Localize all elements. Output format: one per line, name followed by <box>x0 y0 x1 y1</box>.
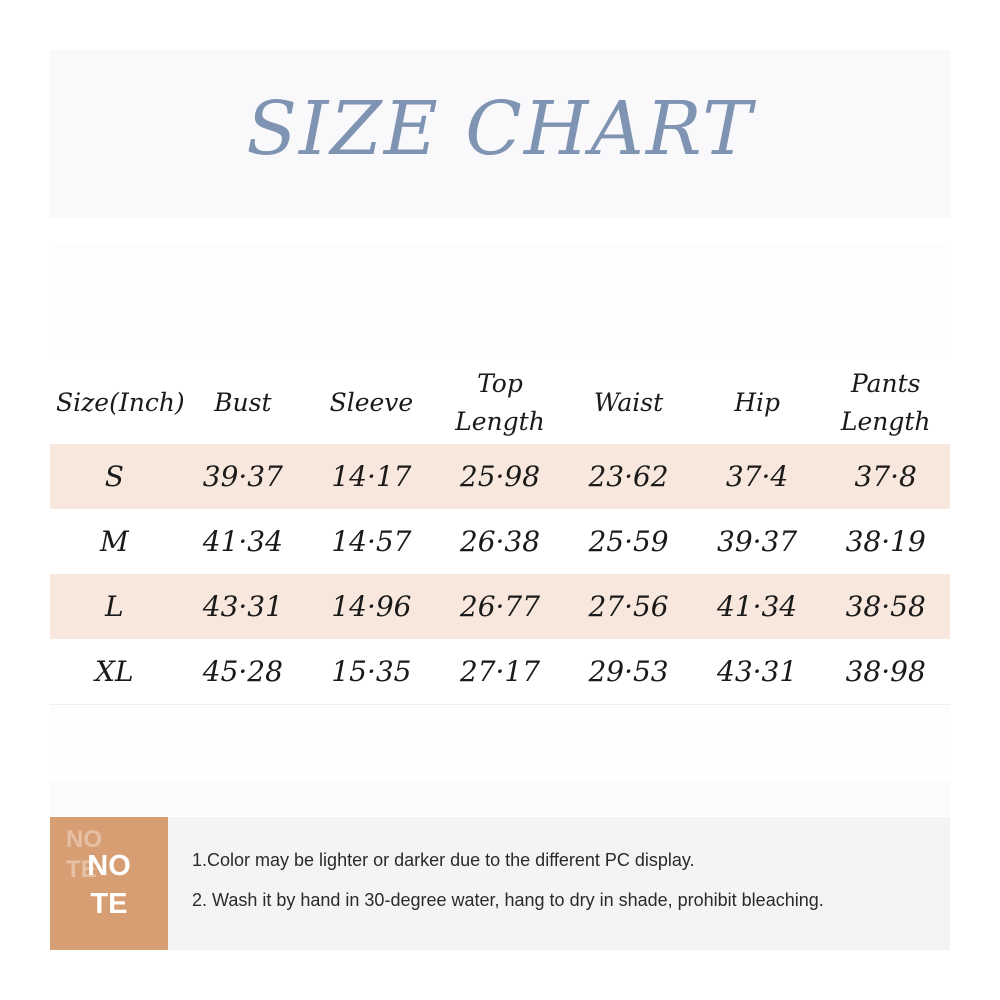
cell-top-length: 27·17 <box>436 639 565 705</box>
table-row <box>50 444 950 509</box>
cell-pants-length: 37·8 <box>821 444 950 509</box>
cell-sleeve: 15·35 <box>307 639 436 705</box>
page-title: SIZE CHART <box>246 86 754 172</box>
cell-waist: 25·59 <box>588 525 669 558</box>
header-row <box>50 362 950 444</box>
header-waist: Waist <box>593 388 664 417</box>
header-size: Size(Inch) <box>56 388 185 417</box>
cell-pants-length: 38·98 <box>821 639 950 705</box>
size-table <box>50 362 950 705</box>
cell-top-length: 26·38 <box>459 525 541 558</box>
table-row <box>50 574 950 639</box>
cell-sleeve: 14·17 <box>307 444 436 509</box>
header-hip: Hip <box>734 388 780 417</box>
cell-sleeve: 14·57 <box>331 525 412 558</box>
cell-bust: 43·31 <box>179 574 308 639</box>
cell-hip: 41·34 <box>693 574 822 639</box>
cell-pants-length: 38·58 <box>821 574 950 639</box>
cell-waist: 23·62 <box>564 444 693 509</box>
note-line: 1.Color may be lighter or darker due to the different PC display. <box>192 850 695 870</box>
cell-sleeve: 14·96 <box>307 574 436 639</box>
cell-hip: 37·4 <box>693 444 822 509</box>
table-row <box>50 639 950 705</box>
header-sleeve: Sleeve <box>329 388 414 417</box>
header-top-length: Top Length <box>455 369 545 436</box>
cell-waist: 27·56 <box>564 574 693 639</box>
spacer-band <box>50 245 950 360</box>
cell-bust: 41·34 <box>202 525 283 558</box>
note-section <box>50 817 950 950</box>
cell-hip: 39·37 <box>717 525 798 558</box>
cell-size: S <box>50 444 179 509</box>
note-line: 2. Wash it by hand in 30-degree water, hang to dry in shade, prohibit bleaching. <box>192 890 824 910</box>
header-pants-length: Pants Length <box>840 369 931 436</box>
cell-waist: 29·53 <box>564 639 693 705</box>
header-bust: Bust <box>214 388 272 417</box>
cell-size: M <box>99 525 129 558</box>
cell-pants-length: 38·19 <box>845 525 926 558</box>
cell-bust: 45·28 <box>179 639 308 705</box>
title-banner <box>50 50 950 218</box>
note-badge-shadow: NO TE <box>66 826 102 883</box>
note-text <box>192 847 824 927</box>
spacer-band <box>50 780 950 816</box>
cell-top-length: 26·77 <box>436 574 565 639</box>
spacer-band <box>50 706 950 776</box>
note-badge-label: NO TE <box>87 850 131 920</box>
cell-top-length: 25·98 <box>436 444 565 509</box>
cell-bust: 39·37 <box>179 444 308 509</box>
cell-size: XL <box>50 639 179 705</box>
cell-size: L <box>50 574 179 639</box>
table-row <box>50 509 950 574</box>
cell-hip: 43·31 <box>693 639 822 705</box>
note-badge <box>50 817 168 950</box>
